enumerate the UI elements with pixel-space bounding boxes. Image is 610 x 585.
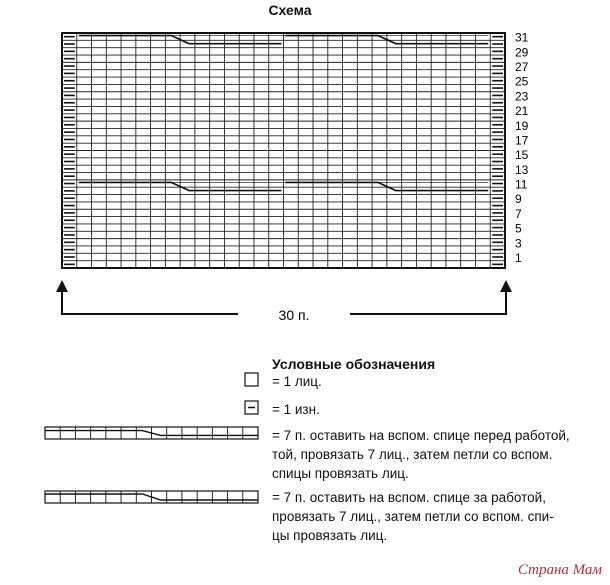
watermark-logo: Страна Мам <box>517 562 602 578</box>
row-number: 17 <box>515 133 529 148</box>
legend-cable-front-line3: цы провязать лиц. <box>272 528 388 543</box>
legend-symbols <box>45 373 258 503</box>
row-number: 27 <box>515 60 529 75</box>
row-number: 5 <box>515 221 522 236</box>
right-arrow-head <box>500 280 512 292</box>
cable-front-symbol <box>45 491 258 503</box>
right-arrow-line <box>350 290 506 314</box>
chart-grid <box>62 33 505 268</box>
legend-cable-back-line3: спицы провязать лиц. <box>272 466 409 481</box>
legend-cable-back-text <box>272 426 570 483</box>
left-arrow-line <box>62 290 238 314</box>
row-number: 9 <box>515 192 522 207</box>
legend-cable-front-text <box>272 488 554 545</box>
row-number: 19 <box>515 118 529 133</box>
row-number: 3 <box>515 236 522 251</box>
legend-cable-back-line1: = 7 п. оставить на вспом. спице перед работой, <box>272 428 570 443</box>
row-number: 7 <box>515 206 522 221</box>
row-number: 31 <box>515 30 529 45</box>
row-number: 15 <box>515 148 529 163</box>
legend-title: Условные обозначения <box>272 356 436 372</box>
row-number: 1 <box>515 250 522 265</box>
left-arrow-head <box>56 280 68 292</box>
chart-title: Схема <box>268 2 312 18</box>
legend-cable-front-line2: провязать 7 лиц., затем петли со вспом. спи- <box>272 509 554 524</box>
row-number-labels <box>515 31 529 265</box>
knit-symbol <box>245 373 258 386</box>
row-number: 23 <box>515 89 529 104</box>
legend-purl-text: = 1 изн. <box>272 402 320 417</box>
row-number: 29 <box>515 45 529 60</box>
legend-knit-text: = 1 лиц. <box>272 374 322 389</box>
row-number: 11 <box>515 177 528 192</box>
stitch-count-label: 30 п. <box>278 307 310 323</box>
width-arrow <box>56 280 512 323</box>
legend-cable-front-line1: = 7 п. оставить на вспом. спице за работой, <box>272 490 546 505</box>
row-number: 25 <box>515 74 529 89</box>
legend-cable-back-line2: той, провязать 7 лиц., затем петли со вспом. <box>272 447 553 462</box>
row-number: 21 <box>515 104 529 119</box>
cable-back-symbol <box>45 427 258 439</box>
row-number: 13 <box>515 162 529 177</box>
